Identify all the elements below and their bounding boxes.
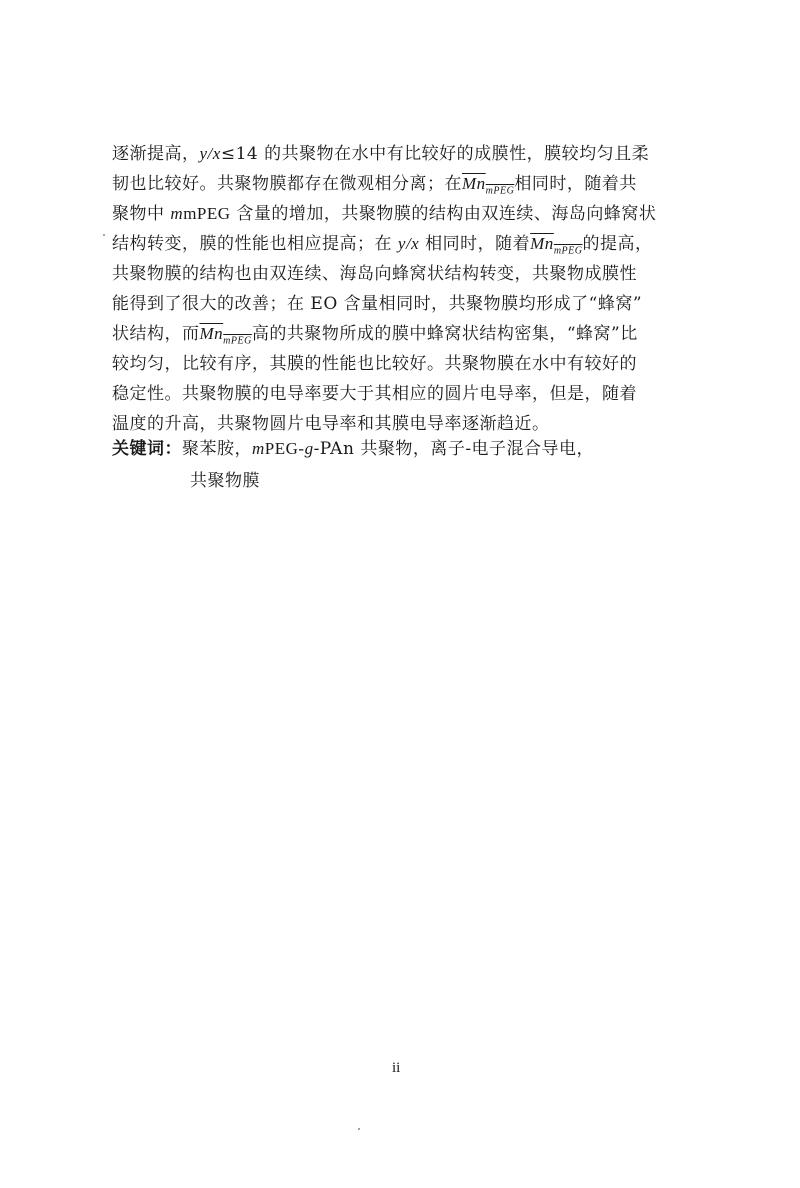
mn-symbol: $Mn_{mPEG}$ bbox=[530, 234, 583, 257]
scan-speck bbox=[358, 1128, 360, 1130]
text-line-10: 温度的升高，共聚物圆片电导率和其膜电导率逐渐趋近。 bbox=[112, 414, 550, 434]
scan-speck bbox=[103, 234, 105, 236]
keywords-label: 关键词： bbox=[112, 439, 182, 459]
keyword-polyaniline: 聚苯胺， bbox=[182, 439, 252, 459]
keyword-copolymer: -PAn 共聚物，离子-电子混合导电， bbox=[313, 439, 595, 459]
text-line-7: 状结构，而$Mn_{mPEG}$高的共聚物所成的膜中蜂窝状结构密集，“蜂窝”比 bbox=[112, 324, 638, 347]
abstract-paragraph bbox=[112, 139, 692, 439]
text-line-4: 结构转变，膜的性能也相应提高；在 y/x 相同时，随着$Mn_{mPEG}$的提高， bbox=[112, 234, 653, 257]
page-number: ii bbox=[392, 1060, 401, 1076]
text-line-5: 共聚物膜的结构也由双连续、海岛向蜂窝状结构转变，共聚物成膜性 bbox=[112, 264, 637, 284]
text-line-2: 韧也比较好。共聚物膜都存在微观相分离；在$Mn_{mPEG}$相同时，随着共 bbox=[112, 174, 637, 197]
text-line-3: 聚物中 mmPEG 含量的增加，共聚物膜的结构由双连续、海岛向蜂窝状 bbox=[112, 204, 657, 224]
mn-symbol: $Mn_{mPEG}$ bbox=[199, 324, 252, 347]
text-line-6: 能得到了很大的改善；在 EO 含量相同时，共聚物膜均形成了“蜂窝” bbox=[112, 294, 643, 314]
text-line-9: 稳定性。共聚物膜的电导率要大于其相应的圆片电导率，但是，随着 bbox=[112, 384, 637, 404]
keyword-copolymer-film: 共聚物膜 bbox=[190, 471, 260, 491]
text-line-1: 逐渐提高，y/x≤14 的共聚物在水中有比较好的成膜性，膜较均匀且柔 bbox=[112, 144, 650, 164]
mn-symbol: $Mn_{mPEG}$ bbox=[462, 174, 515, 197]
keywords-line: 关键词：聚苯胺，mPEG-g-PAn 共聚物，离子-电子混合导电， bbox=[112, 439, 595, 459]
text-line-8: 较均匀，比较有序，其膜的性能也比较好。共聚物膜在水中有较好的 bbox=[112, 354, 637, 374]
